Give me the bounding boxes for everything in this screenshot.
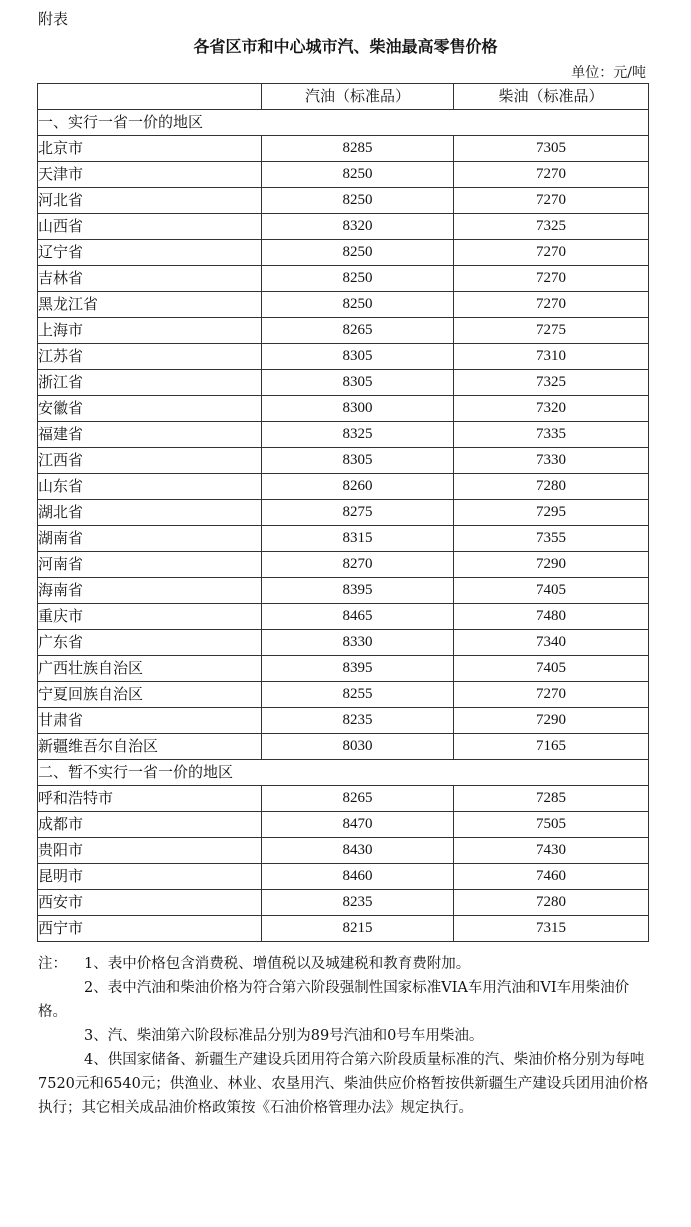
table-row <box>38 370 649 396</box>
gasoline-price-cell: 8265 <box>262 318 454 344</box>
gasoline-price-cell: 8320 <box>262 214 454 240</box>
region-cell: 福建省 <box>38 422 262 448</box>
diesel-price-cell: 7325 <box>454 214 649 240</box>
diesel-price-cell: 7270 <box>454 682 649 708</box>
diesel-price-cell: 7325 <box>454 370 649 396</box>
table-row <box>38 812 649 838</box>
table-row <box>38 344 649 370</box>
gasoline-price-cell: 8395 <box>262 656 454 682</box>
gasoline-price-cell: 8235 <box>262 890 454 916</box>
gasoline-price-cell: 8235 <box>262 708 454 734</box>
gasoline-price-cell: 8305 <box>262 344 454 370</box>
table-row <box>38 552 649 578</box>
unit-label: 单位：元/吨 <box>571 65 646 81</box>
diesel-price-cell: 7335 <box>454 422 649 448</box>
diesel-price-cell: 7290 <box>454 708 649 734</box>
region-cell: 江苏省 <box>38 344 262 370</box>
gasoline-price-cell: 8430 <box>262 838 454 864</box>
notes-prefix: 注： <box>38 956 67 972</box>
diesel-price-cell: 7165 <box>454 734 649 760</box>
region-cell: 贵阳市 <box>38 838 262 864</box>
gasoline-price-cell: 8305 <box>262 370 454 396</box>
gasoline-price-cell: 8275 <box>262 500 454 526</box>
table-row <box>38 526 649 552</box>
region-cell: 广东省 <box>38 630 262 656</box>
diesel-price-cell: 7330 <box>454 448 649 474</box>
diesel-price-cell: 7340 <box>454 630 649 656</box>
region-cell: 辽宁省 <box>38 240 262 266</box>
gasoline-price-cell: 8285 <box>262 136 454 162</box>
region-cell: 呼和浩特市 <box>38 786 262 812</box>
gasoline-price-cell: 8315 <box>262 526 454 552</box>
diesel-price-cell: 7505 <box>454 812 649 838</box>
diesel-price-cell: 7280 <box>454 474 649 500</box>
diesel-price-cell: 7275 <box>454 318 649 344</box>
appendix-label: 附表 <box>38 10 69 28</box>
gasoline-price-cell: 8460 <box>262 864 454 890</box>
gasoline-price-cell: 8215 <box>262 916 454 942</box>
region-cell: 西宁市 <box>38 916 262 942</box>
gasoline-price-cell: 8250 <box>262 240 454 266</box>
gasoline-price-cell: 8255 <box>262 682 454 708</box>
section-row <box>38 760 649 786</box>
gasoline-price-cell: 8465 <box>262 604 454 630</box>
gasoline-price-cell: 8260 <box>262 474 454 500</box>
gasoline-price-cell: 8325 <box>262 422 454 448</box>
section-label: 一、实行一省一价的地区 <box>38 110 649 136</box>
gasoline-price-cell: 8330 <box>262 630 454 656</box>
section-label: 二、暂不实行一省一价的地区 <box>38 760 649 786</box>
gasoline-price-cell: 8250 <box>262 162 454 188</box>
section-row <box>38 110 649 136</box>
header-row <box>38 84 649 110</box>
table-row <box>38 656 649 682</box>
table-body <box>38 110 649 942</box>
note-item: 4、供国家储备、新疆生产建设兵团用符合第六阶段质量标准的汽、柴油价格分别为每吨7520元和6540元；供渔业、林业、农垦用汽、柴油供应价格暂按供新疆生产建设兵团用油价格执行；其它相关成品油价格政策按《石油价格管理办法》规定执行。 <box>38 1052 649 1116</box>
price-table <box>37 83 649 942</box>
diesel-price-cell: 7290 <box>454 552 649 578</box>
table-row <box>38 916 649 942</box>
region-cell: 江西省 <box>38 448 262 474</box>
region-cell: 新疆维吾尔自治区 <box>38 734 262 760</box>
gasoline-price-cell: 8250 <box>262 188 454 214</box>
table-row <box>38 890 649 916</box>
diesel-price-cell: 7285 <box>454 786 649 812</box>
notes <box>38 952 650 1120</box>
table-row <box>38 708 649 734</box>
gasoline-price-cell: 8265 <box>262 786 454 812</box>
table-row <box>38 422 649 448</box>
region-cell: 重庆市 <box>38 604 262 630</box>
diesel-price-cell: 7355 <box>454 526 649 552</box>
table-row <box>38 604 649 630</box>
diesel-price-cell: 7480 <box>454 604 649 630</box>
region-cell: 河北省 <box>38 188 262 214</box>
diesel-price-cell: 7320 <box>454 396 649 422</box>
region-cell: 河南省 <box>38 552 262 578</box>
diesel-price-cell: 7270 <box>454 162 649 188</box>
region-cell: 吉林省 <box>38 266 262 292</box>
region-cell: 广西壮族自治区 <box>38 656 262 682</box>
note-item: 注： 1、表中价格包含消费税、增值税以及城建税和教育费附加。 <box>38 952 650 976</box>
region-cell: 昆明市 <box>38 864 262 890</box>
region-cell: 北京市 <box>38 136 262 162</box>
diesel-price-cell: 7270 <box>454 292 649 318</box>
diesel-price-cell: 7270 <box>454 240 649 266</box>
table-row <box>38 266 649 292</box>
table-row <box>38 292 649 318</box>
diesel-price-cell: 7405 <box>454 578 649 604</box>
table-row <box>38 188 649 214</box>
gasoline-price-cell: 8395 <box>262 578 454 604</box>
note-item: 3、汽、柴油第六阶段标准品分别为89号汽油和0号车用柴油。 <box>84 1028 484 1044</box>
table-row <box>38 864 649 890</box>
diesel-price-cell: 7315 <box>454 916 649 942</box>
gasoline-price-cell: 8300 <box>262 396 454 422</box>
table-row <box>38 318 649 344</box>
region-cell: 山西省 <box>38 214 262 240</box>
region-cell: 上海市 <box>38 318 262 344</box>
table-row <box>38 396 649 422</box>
table-row <box>38 578 649 604</box>
gasoline-price-cell: 8250 <box>262 292 454 318</box>
note-item: 2、表中汽油和柴油价格为符合第六阶段强制性国家标准VIA车用汽油和VI车用柴油价格。 <box>38 980 630 1020</box>
diesel-price-cell: 7430 <box>454 838 649 864</box>
diesel-price-cell: 7310 <box>454 344 649 370</box>
diesel-price-cell: 7280 <box>454 890 649 916</box>
table-row <box>38 240 649 266</box>
table-row <box>38 448 649 474</box>
region-cell: 山东省 <box>38 474 262 500</box>
region-cell: 西安市 <box>38 890 262 916</box>
header-diesel: 柴油（标准品） <box>454 84 649 110</box>
table-row <box>38 162 649 188</box>
region-cell: 甘肃省 <box>38 708 262 734</box>
region-cell: 安徽省 <box>38 396 262 422</box>
table-title: 各省区市和中心城市汽、柴油最高零售价格 <box>193 37 498 56</box>
gasoline-price-cell: 8030 <box>262 734 454 760</box>
region-cell: 宁夏回族自治区 <box>38 682 262 708</box>
gasoline-price-cell: 8305 <box>262 448 454 474</box>
region-cell: 湖北省 <box>38 500 262 526</box>
table-row <box>38 214 649 240</box>
gasoline-price-cell: 8470 <box>262 812 454 838</box>
diesel-price-cell: 7305 <box>454 136 649 162</box>
table-row <box>38 682 649 708</box>
region-cell: 黑龙江省 <box>38 292 262 318</box>
diesel-price-cell: 7270 <box>454 188 649 214</box>
diesel-price-cell: 7270 <box>454 266 649 292</box>
diesel-price-cell: 7405 <box>454 656 649 682</box>
table-row <box>38 500 649 526</box>
gasoline-price-cell: 8250 <box>262 266 454 292</box>
region-cell: 浙江省 <box>38 370 262 396</box>
table-row <box>38 734 649 760</box>
region-cell: 湖南省 <box>38 526 262 552</box>
region-cell: 成都市 <box>38 812 262 838</box>
table-row <box>38 474 649 500</box>
table-row <box>38 786 649 812</box>
table-row <box>38 630 649 656</box>
table-row <box>38 838 649 864</box>
header-gasoline: 汽油（标准品） <box>262 84 454 110</box>
diesel-price-cell: 7460 <box>454 864 649 890</box>
gasoline-price-cell: 8270 <box>262 552 454 578</box>
region-cell: 海南省 <box>38 578 262 604</box>
header-region <box>38 84 262 110</box>
region-cell: 天津市 <box>38 162 262 188</box>
table-row <box>38 136 649 162</box>
diesel-price-cell: 7295 <box>454 500 649 526</box>
